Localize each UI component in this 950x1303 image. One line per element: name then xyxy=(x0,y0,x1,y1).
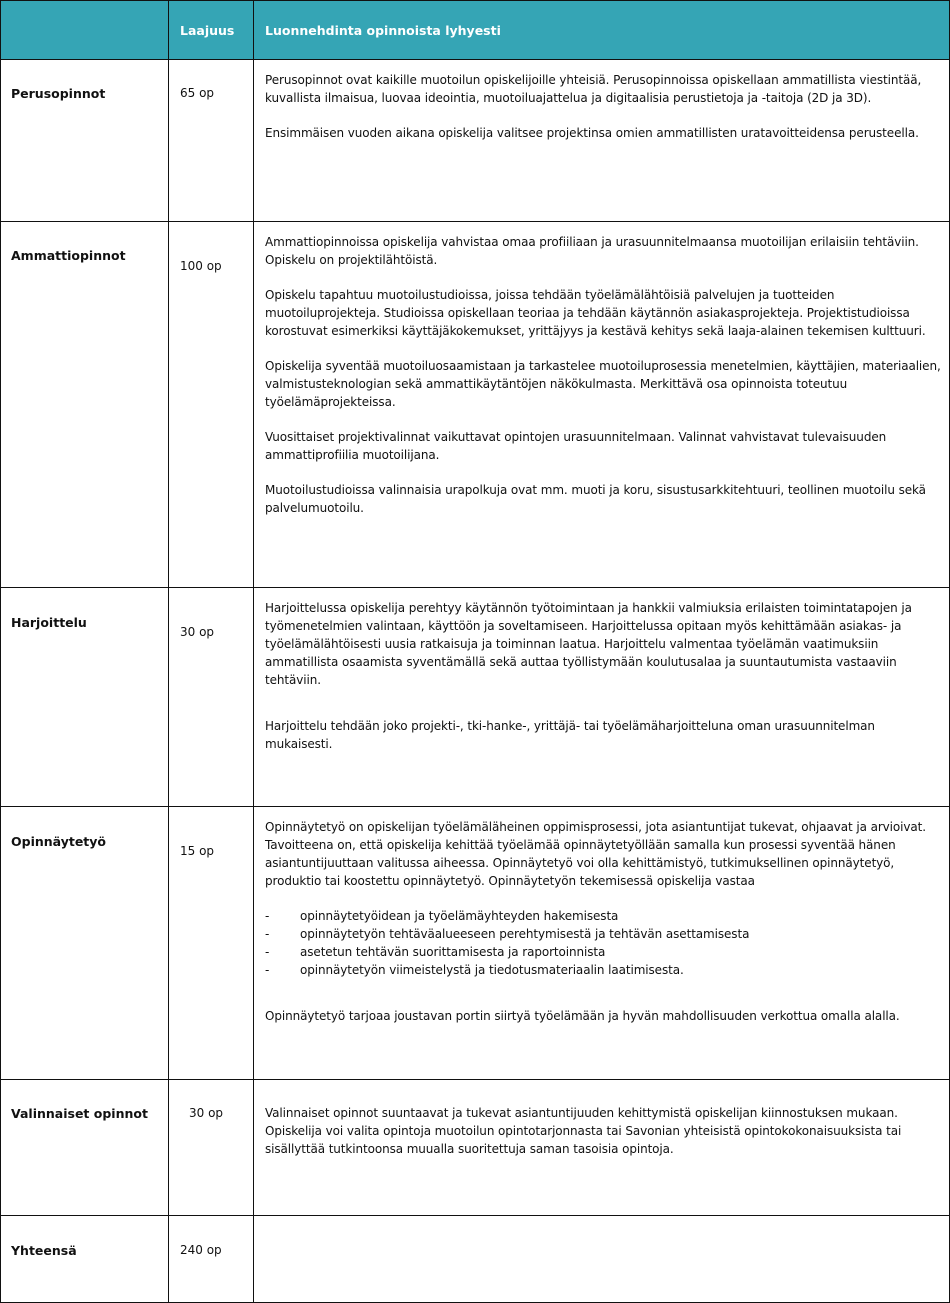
list-item-text: opinnäytetyön tehtäväalueeseen perehtymisestä ja tehtävän asettamisesta xyxy=(300,927,750,941)
dash-bullet: - xyxy=(265,927,270,941)
dash-bullet: - xyxy=(265,945,270,959)
module-description xyxy=(254,60,950,222)
module-description xyxy=(254,1080,950,1216)
description-paragraph: Perusopinnot ovat kaikille muotoilun opiskelijoille yhteisiä. Perusopinnoissa opiskellaan ammatillista viestintää, kuvallista ilmaisua, luovaa ideointia, muotoiluajattelua ja digitaalisia perustietoja ja -taitoja (2D ja 3D). xyxy=(265,73,922,105)
list-item xyxy=(265,943,941,961)
module-description xyxy=(254,222,950,588)
list-item xyxy=(265,961,941,979)
list-item-text: asetetun tehtävän suorittamisesta ja raportoinnista xyxy=(300,945,606,959)
description-paragraph: Opiskelu tapahtuu muotoilustudioissa, joissa tehdään työelämälähtöisiä palvelujen ja tuotteiden muotoiluprojekteja. Studioissa opiskellaan teoriaa ja tehdään käytännön asiakasprojekteja. Projektistudioissa korostuvat esimerkiksi käyttäjäkokemukset, yrittäjyys ja kestävä kehitys sekä laaja-alainen tekemisen kulttuuri. xyxy=(265,288,926,338)
module-name: Opinnäytetyö xyxy=(1,807,169,1080)
module-scope: 15 op xyxy=(169,807,254,1080)
table-row xyxy=(1,60,950,222)
module-scope: 100 op xyxy=(169,222,254,588)
dash-bullet: - xyxy=(265,909,270,923)
description-paragraph: Opinnäytetyö on opiskelijan työelämäläheinen oppimisprosessi, jota asiantuntijat tukevat, ohjaavat ja arvioivat. Tavoitteena on, että opiskelija kehittää työelämää opinnäytetyöllään samalla kun prosessi syventää hänen asiantuntijuuttaan valitussa aiheessa. Opinnäytetyö voi olla kehittämistyö, tutkimuksellinen opinnäytetyö, produktio tai koostettu opinnäytetyö. Opinnäytetyön tekemisessä opiskelija vastaa xyxy=(265,820,926,888)
dash-bullet: - xyxy=(265,963,270,977)
total-label: Yhteensä xyxy=(1,1216,169,1303)
module-scope: 30 op xyxy=(169,1080,254,1216)
description-paragraph: Harjoittelu tehdään joko projekti-, tki-hanke-, yrittäjä- tai työelämäharjoitteluna oman urasuunnitelman mukaisesti. xyxy=(265,719,875,751)
table-row xyxy=(1,222,950,588)
description-paragraph: Ensimmäisen vuoden aikana opiskelija valitsee projektinsa omien ammatillisten uratavoitteidensa perusteella. xyxy=(265,126,919,140)
module-scope: 65 op xyxy=(169,60,254,222)
table-row xyxy=(1,588,950,807)
description-paragraph: Muotoilustudioissa valinnaisia urapolkuja ovat mm. muoti ja koru, sisustusarkkitehtuuri, teollinen muotoilu sekä palvelumuotoilu. xyxy=(265,483,926,515)
description-paragraph: Vuosittaiset projektivalinnat vaikuttavat opintojen urasuunnitelmaan. Valinnat vahvistavat tulevaisuuden ammattiprofiilia muotoilijana. xyxy=(265,430,887,462)
header-description: Luonnehdinta opinnoista lyhyesti xyxy=(254,1,950,60)
description-paragraph: Ammattiopinnoissa opiskelija vahvistaa omaa profiiliaan ja urasuunnitelmaansa muotoilijan erilaisiin tehtäviin. Opiskelu on projektilähtöistä. xyxy=(265,235,919,267)
module-name: Harjoittelu xyxy=(1,588,169,807)
list-item xyxy=(265,925,941,943)
responsibility-list xyxy=(265,907,941,979)
table-row xyxy=(1,807,950,1080)
table-row-total xyxy=(1,1216,950,1303)
header-scope: Laajuus xyxy=(169,1,254,60)
module-name: Ammattiopinnot xyxy=(1,222,169,588)
description-paragraph: Valinnaiset opinnot suuntaavat ja tukevat asiantuntijuuden kehittymistä opiskelijan kiinnostuksen mukaan. Opiskelija voi valita opintoja muotoilun opintotarjonnasta tai Savonian yhteisistä opintokokonaisuuksista tai sisällyttää tutkintoonsa muualla suoritettuja saman tasoisia opintoja. xyxy=(265,1106,902,1156)
table-header-row xyxy=(1,1,950,60)
total-scope: 240 op xyxy=(169,1216,254,1303)
list-item-text: opinnäytetyön viimeistelystä ja tiedotusmateriaalin laatimisesta. xyxy=(300,963,684,977)
table-row xyxy=(1,1080,950,1216)
module-description xyxy=(254,807,950,1080)
header-module xyxy=(1,1,169,60)
list-item-text: opinnäytetyöidean ja työelämäyhteyden hakemisesta xyxy=(300,909,619,923)
description-paragraph: Opiskelija syventää muotoiluosaamistaan ja tarkastelee muotoiluprosessia menetelmien, käyttäjien, materiaalien, valmistusteknologian sekä ammattikäytäntöjen näkökulmasta. Merkittävä osa opinnoista toteutuu työelämäprojekteissa. xyxy=(265,359,941,409)
module-description xyxy=(254,588,950,807)
description-paragraph: Harjoittelussa opiskelija perehtyy käytännön työtoimintaan ja hankkii valmiuksia erilaisten toimintatapojen ja työmenetelmien valintaan, käyttöön ja soveltamiseen. Harjoittelussa opitaan myös kehittämään asiakas- ja työelämälähtöisesti uusia ratkaisuja ja toiminnan laatua. Harjoittelu valmentaa työelämän vaatimuksiin ammatillista osaamista syventämällä sekä auttaa työllistymään koulutusalaa ja suuntautumista vastaaviin tehtäviin. xyxy=(265,601,912,687)
module-name: Valinnaiset opinnot xyxy=(1,1080,169,1216)
module-scope: 30 op xyxy=(169,588,254,807)
module-name: Perusopinnot xyxy=(1,60,169,222)
list-item xyxy=(265,907,941,925)
total-description-empty xyxy=(254,1216,950,1303)
description-paragraph: Opinnäytetyö tarjoaa joustavan portin siirtyä työelämään ja hyvän mahdollisuuden verkottua omalla alalla. xyxy=(265,1009,900,1023)
